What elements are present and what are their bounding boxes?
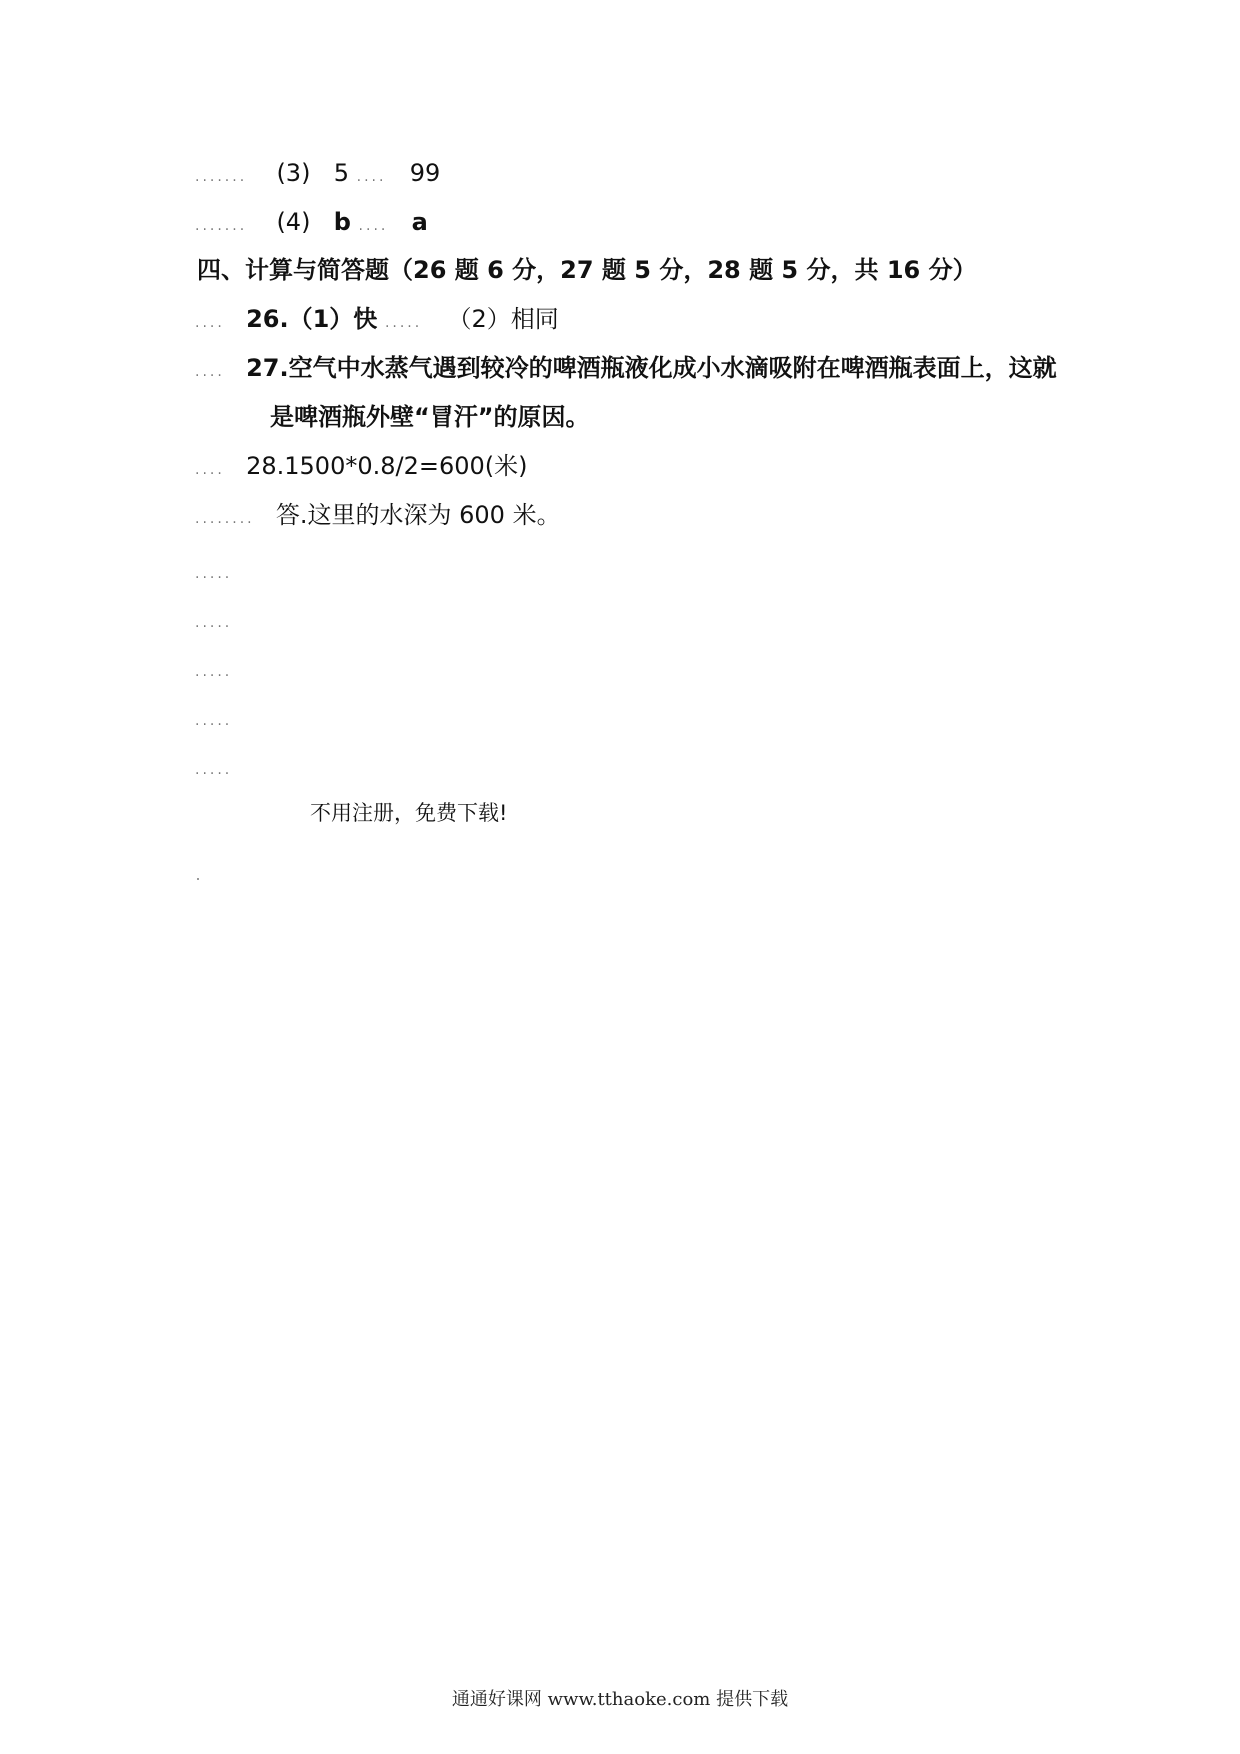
question-26: [195, 304, 559, 338]
leader-dots: .......: [195, 218, 248, 234]
leader-dots: ....: [356, 169, 387, 185]
leader-dots: .....: [384, 315, 423, 331]
question-27-line2: 是啤酒瓶外壁“冒汗”的原因。: [270, 403, 590, 431]
leader-dots: ....: [195, 462, 225, 478]
answer-value-a: b: [333, 208, 351, 236]
stray-mark: [197, 878, 199, 880]
leader-dots: ....: [195, 364, 225, 380]
answer-row-4: [195, 207, 428, 241]
answer-label: (3): [276, 159, 311, 187]
leader-dots: .......: [195, 169, 248, 185]
download-notice: 不用注册，免费下载!: [310, 801, 508, 825]
empty-line: .....: [195, 762, 233, 778]
leader-dots: ....: [358, 218, 389, 234]
empty-line: .....: [195, 713, 233, 729]
answer-value-a: 5: [333, 159, 349, 187]
answer-value-b: 99: [409, 159, 441, 187]
answer-row-3: [195, 158, 440, 192]
page-footer: 通通好课网 www.tthaoke.com 提供下载: [451, 1689, 789, 1710]
answer-label: (4): [276, 208, 311, 236]
empty-line: .....: [195, 615, 233, 631]
question-28-answer: ........ 答.这里的水深为 600 米。: [195, 501, 561, 529]
empty-line: .....: [195, 566, 233, 582]
empty-line: .....: [195, 664, 233, 680]
answer-value-b: a: [411, 208, 428, 236]
leader-dots: ........: [195, 511, 255, 527]
question-27-line1: .... 27.空气中水蒸气遇到较冷的啤酒瓶液化成小水滴吸附在啤酒瓶表面上，这就: [195, 354, 1057, 382]
question-26-part1: 26.（1）快: [246, 305, 378, 333]
section-heading: 四、计算与简答题（26 题 6 分，27 题 5 分，28 题 5 分，共 16 分）: [197, 256, 977, 284]
leader-dots: ....: [195, 315, 225, 331]
question-26-part2: （2）相同: [447, 305, 559, 333]
question-28-formula: .... 28.1500*0.8/2=600(米): [195, 452, 528, 480]
